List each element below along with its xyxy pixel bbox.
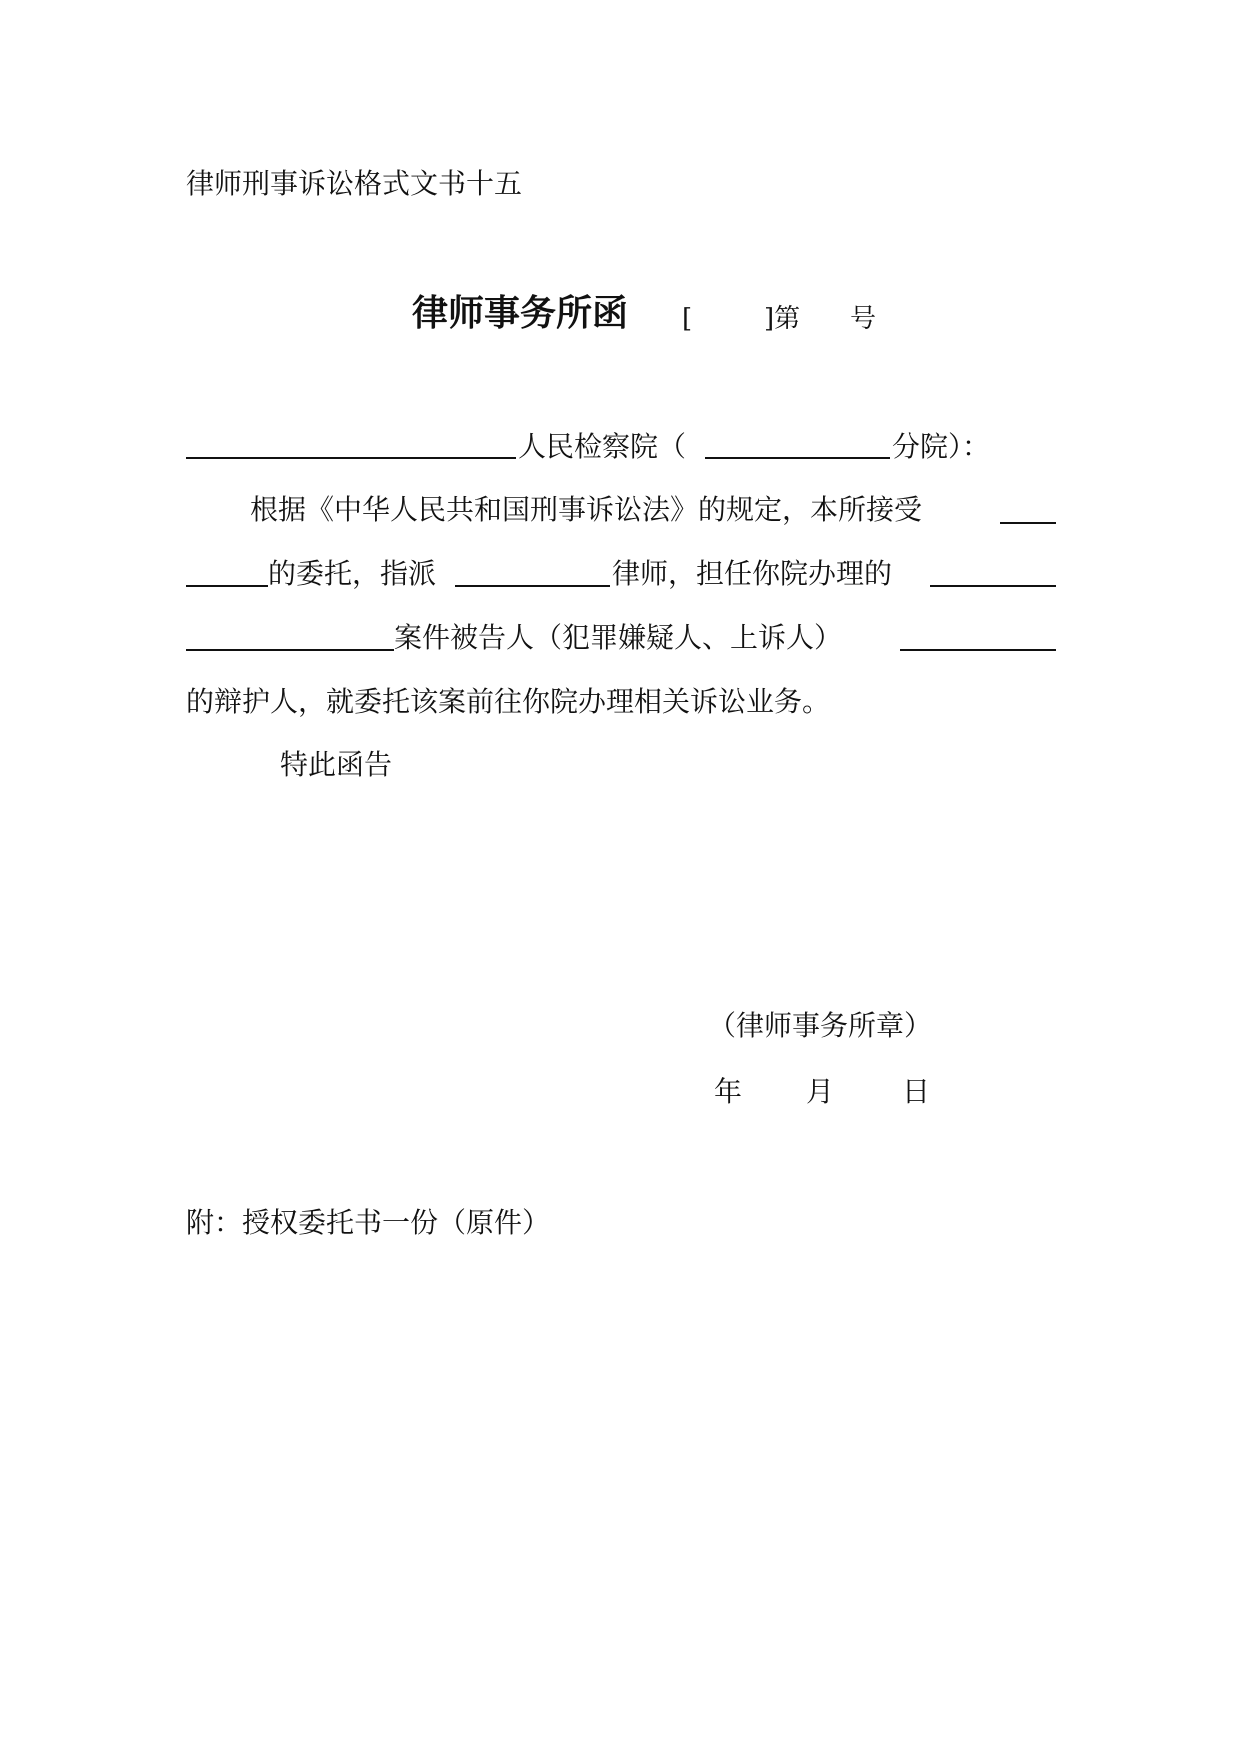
client-name-blank-part1[interactable] bbox=[1000, 522, 1056, 524]
document-type-label: 律师刑事诉讼格式文书十五 bbox=[186, 167, 523, 200]
doc-number-bracket-open: [ bbox=[682, 304, 693, 334]
date-day-label: 日 bbox=[902, 1075, 931, 1108]
client-name-blank-part2[interactable] bbox=[186, 585, 268, 587]
body-line-4: 的辩护人，就委托该案前往你院办理相关诉讼业务。 bbox=[186, 685, 831, 718]
closing-phrase: 特此函告 bbox=[280, 748, 393, 781]
date-year-label: 年 bbox=[714, 1075, 743, 1108]
seal-label: （律师事务所章） bbox=[708, 1009, 933, 1042]
attachment-note: 附：授权委托书一份（原件） bbox=[186, 1206, 551, 1239]
branch-name-blank[interactable] bbox=[705, 457, 890, 459]
addressee-branch: 分院）： bbox=[892, 430, 991, 463]
lawyer-name-blank[interactable] bbox=[455, 585, 610, 587]
doc-number-bracket-close: ]第 bbox=[764, 304, 801, 334]
case-name-blank-part2[interactable] bbox=[186, 649, 394, 651]
case-name-blank-part1[interactable] bbox=[930, 585, 1056, 587]
body-line-1: 根据《中华人民共和国刑事诉讼法》的规定，本所接受 bbox=[250, 493, 923, 526]
doc-number-suffix: 号 bbox=[850, 304, 877, 334]
date-month-label: 月 bbox=[806, 1075, 835, 1108]
addressee-procuratorate: 人民检察院（ bbox=[518, 430, 687, 463]
body-line-2a: 的委托，指派 bbox=[268, 557, 437, 590]
body-line-3a: 案件被告人（犯罪嫌疑人、上诉人） bbox=[394, 621, 843, 654]
procuratorate-name-blank[interactable] bbox=[186, 457, 516, 459]
page-title: 律师事务所函 bbox=[412, 293, 629, 334]
body-line-2b: 律师，担任你院办理的 bbox=[612, 557, 893, 590]
defendant-name-blank[interactable] bbox=[900, 649, 1056, 651]
